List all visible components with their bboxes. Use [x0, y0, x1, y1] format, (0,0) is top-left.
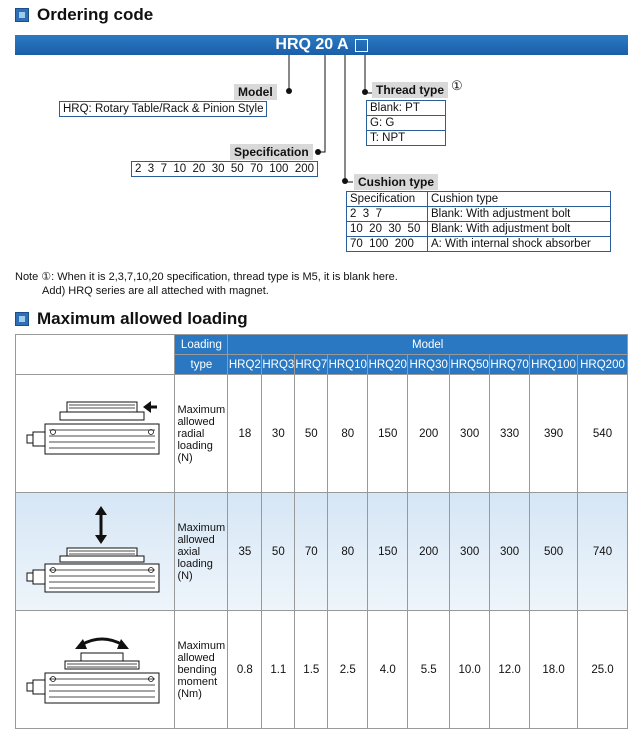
cushion-label: Cushion type [354, 174, 438, 190]
value-cell: 330 [490, 375, 530, 493]
rotary-actuator-icon [25, 623, 165, 713]
value-cell: 12.0 [490, 611, 530, 729]
thread-option: G: G [367, 116, 446, 131]
model-header: HRQ100 [530, 355, 578, 375]
loading-type-cell [175, 611, 228, 729]
loading-type-line: bending [177, 663, 217, 676]
actuator-illustration [16, 611, 175, 729]
cushion-header-type: Cushion type [428, 192, 611, 207]
value-cell: 300 [450, 493, 490, 611]
value-cell: 150 [368, 493, 408, 611]
thread-type-header [372, 78, 463, 98]
header-model: Model [228, 335, 628, 355]
thread-dot-icon [362, 89, 368, 95]
loading-type-line: (N) [177, 451, 193, 464]
note-1: Note ①: When it is 2,3,7,10,20 specification, thread type is M5, it is blank here. [15, 271, 398, 283]
model-value: HRQ: Rotary Table/Rack & Pinion Style [59, 101, 267, 117]
loading-type-cell [175, 493, 228, 611]
thread-options-table [366, 100, 446, 146]
actuator-illustration [16, 375, 175, 493]
loading-type-line: Maximum [177, 403, 226, 416]
value-cell: 35 [228, 493, 262, 611]
actuator-illustration [16, 493, 175, 611]
section-bullet-icon [15, 312, 29, 326]
value-cell: 300 [490, 493, 530, 611]
value-cell: 1.5 [295, 611, 328, 729]
cushion-spec: 70 100 200 [347, 237, 428, 252]
value-cell: 10.0 [450, 611, 490, 729]
loading-type-line: axial [177, 545, 201, 558]
loading-type-line: allowed [177, 651, 215, 664]
value-cell: 80 [328, 375, 368, 493]
value-cell: 70 [295, 493, 328, 611]
loading-table [15, 334, 628, 729]
value-cell: 150 [368, 375, 408, 493]
loading-type-line: loading [177, 557, 213, 570]
value-cell: 80 [328, 493, 368, 611]
value-cell: 18 [228, 375, 262, 493]
spec-dot-icon [315, 149, 321, 155]
header-loading: Loading [175, 335, 228, 355]
value-cell: 200 [408, 375, 450, 493]
loading-type-line: loading [177, 439, 213, 452]
cushion-type: A: With internal shock absorber [428, 237, 611, 252]
model-label: Model [234, 84, 277, 100]
value-cell: 540 [578, 375, 628, 493]
loading-type-line: moment [177, 675, 218, 688]
value-cell: 30 [262, 375, 295, 493]
value-cell: 50 [295, 375, 328, 493]
value-cell: 5.5 [408, 611, 450, 729]
loading-type-line: (N) [177, 569, 193, 582]
loading-type-line: Maximum [177, 639, 226, 652]
model-header: HRQ20 [368, 355, 408, 375]
table-row [16, 375, 628, 493]
model-header: HRQ200 [578, 355, 628, 375]
thread-option: T: NPT [367, 131, 446, 146]
value-cell: 18.0 [530, 611, 578, 729]
value-cell: 25.0 [578, 611, 628, 729]
header-blank-cell [16, 335, 175, 375]
value-cell: 200 [408, 493, 450, 611]
loading-type-line: (Nm) [177, 687, 202, 700]
ordering-connector-lines [0, 0, 643, 200]
loading-type-line: allowed [177, 415, 215, 428]
thread-footnote-mark: ① [451, 78, 463, 93]
loading-type-line: allowed [177, 533, 215, 546]
model-header: HRQ30 [408, 355, 450, 375]
model-header: HRQ50 [450, 355, 490, 375]
table-row [16, 493, 628, 611]
loading-type-line: radial [177, 427, 205, 440]
value-cell: 500 [530, 493, 578, 611]
cushion-type: Blank: With adjustment bolt [428, 222, 611, 237]
cushion-dot-icon [342, 178, 348, 184]
rotary-actuator-icon [25, 502, 165, 598]
spec-value: 2 3 7 10 20 30 50 70 100 200 [131, 161, 318, 177]
ordering-code-text: HRQ 20 A [275, 36, 349, 53]
table-row [16, 611, 628, 729]
loading-title-text: Maximum allowed loading [37, 309, 248, 328]
header-type: type [175, 355, 228, 375]
cushion-spec: 2 3 7 [347, 207, 428, 222]
thread-option: Blank: PT [367, 101, 446, 116]
cushion-spec: 10 20 30 50 [347, 222, 428, 237]
model-header: HRQ10 [328, 355, 368, 375]
value-cell: 300 [450, 375, 490, 493]
cushion-header-spec: Specification [347, 192, 428, 207]
cushion-type: Blank: With adjustment bolt [428, 207, 611, 222]
loading-type-cell [175, 375, 228, 493]
value-cell: 2.5 [328, 611, 368, 729]
model-header: HRQ3 [262, 355, 295, 375]
ordering-title-text: Ordering code [37, 5, 154, 24]
value-cell: 740 [578, 493, 628, 611]
thread-label: Thread type [372, 82, 448, 98]
loading-section-title [15, 309, 248, 329]
value-cell: 50 [262, 493, 295, 611]
model-header: HRQ7 [295, 355, 328, 375]
rotary-actuator-icon [25, 392, 165, 472]
note-2: Add) HRQ series are all atteched with magnet. [42, 285, 269, 297]
cushion-table [346, 191, 611, 252]
value-cell: 1.1 [262, 611, 295, 729]
value-cell: 390 [530, 375, 578, 493]
spec-label: Specification [230, 144, 313, 160]
value-cell: 0.8 [228, 611, 262, 729]
value-cell: 4.0 [368, 611, 408, 729]
model-header: HRQ2 [228, 355, 262, 375]
model-header: HRQ70 [490, 355, 530, 375]
model-dot-icon [286, 88, 292, 94]
loading-type-line: Maximum [177, 521, 226, 534]
